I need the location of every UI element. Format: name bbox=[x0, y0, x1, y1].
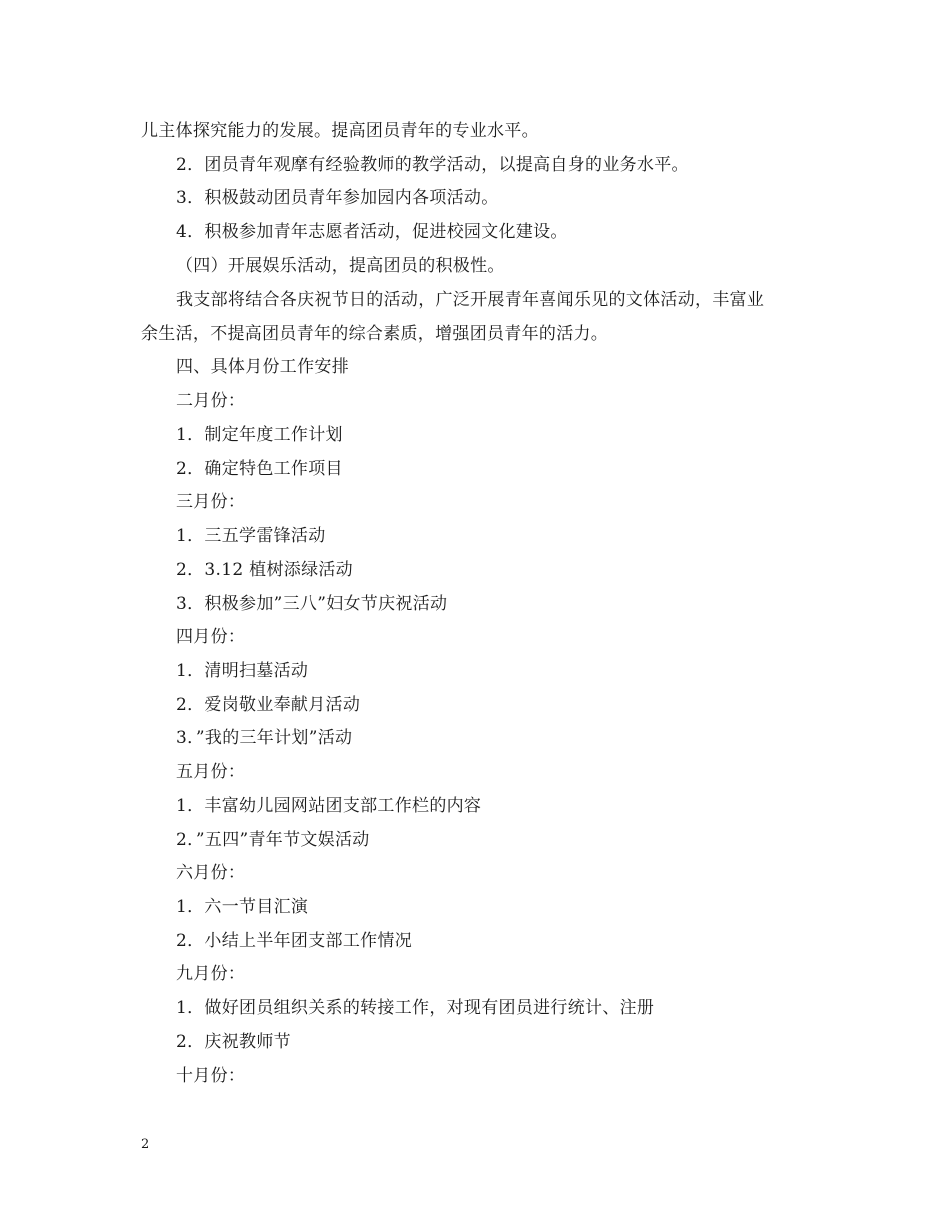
list-item: 1．清明扫墓活动 bbox=[176, 661, 309, 681]
month-heading: 二月份： bbox=[176, 391, 246, 411]
list-item: 3．积极参加”三八”妇女节庆祝活动 bbox=[176, 594, 448, 614]
list-item: 3．”我的三年计划”活动 bbox=[176, 728, 353, 748]
list-item: 2．3.12 植树添绿活动 bbox=[176, 560, 353, 580]
text-line: 余生活，不提高团员青年的综合素质，增强团员青年的活力。 bbox=[141, 324, 609, 344]
text-line: 我支部将结合各庆祝节日的活动，广泛开展青年喜闻乐见的文体活动，丰富业 bbox=[176, 290, 765, 310]
list-item: 1．做好团员组织关系的转接工作，对现有团员进行统计、注册 bbox=[176, 998, 655, 1018]
text-line: 4．积极参加青年志愿者活动，促进校园文化建设。 bbox=[176, 222, 568, 242]
list-item: 1．丰富幼儿园网站团支部工作栏的内容 bbox=[176, 796, 482, 816]
text-line: 儿主体探究能力的发展。提高团员青年的专业水平。 bbox=[141, 121, 539, 141]
section-heading: 四、具体月份工作安排 bbox=[176, 357, 349, 377]
list-item: 2．小结上半年团支部工作情况 bbox=[176, 931, 413, 951]
month-heading: 三月份： bbox=[176, 492, 246, 512]
list-item: 2．确定特色工作项目 bbox=[176, 459, 343, 479]
list-item: 2．”五四”青年节文娱活动 bbox=[176, 830, 370, 850]
page-number: 2 bbox=[141, 1137, 150, 1152]
list-item: 1．三五学雷锋活动 bbox=[176, 526, 326, 546]
list-item: 1．制定年度工作计划 bbox=[176, 425, 343, 445]
month-heading: 五月份： bbox=[176, 762, 246, 782]
month-heading: 六月份： bbox=[176, 863, 246, 883]
month-heading: 四月份： bbox=[176, 627, 246, 647]
list-item: 1．六一节目汇演 bbox=[176, 897, 309, 917]
list-item: 2．庆祝教师节 bbox=[176, 1032, 291, 1052]
month-heading: 十月份： bbox=[176, 1066, 246, 1086]
section-heading: （四）开展娱乐活动，提高团员的积极性。 bbox=[176, 256, 505, 276]
text-line: 2．团员青年观摩有经验教师的教学活动，以提高自身的业务水平。 bbox=[176, 155, 689, 175]
text-line: 3．积极鼓动团员青年参加园内各项活动。 bbox=[176, 188, 499, 208]
list-item: 2．爱岗敬业奉献月活动 bbox=[176, 695, 361, 715]
month-heading: 九月份： bbox=[176, 964, 246, 984]
